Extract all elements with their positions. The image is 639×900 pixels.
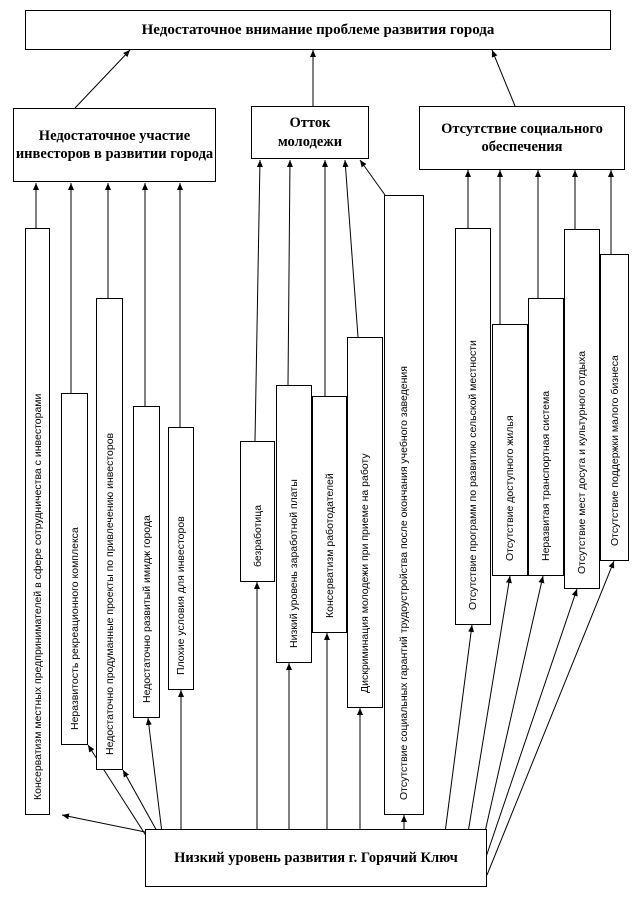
root-cause-label: Низкий уровень развития г. Горячий Ключ [174,849,458,866]
cause-label-c13: Неразвитая транспортная система [539,390,552,561]
top-problem-label: Недостаточное внимание проблеме развития города [141,21,495,38]
cause-label-c6: безработица [251,504,264,567]
cause-label-c10: Отсутствие социальных гарантий трудоустройства после окончания учебного заведения [397,365,410,800]
cause-box-c8 [312,396,347,633]
cause-box-c12 [492,324,528,576]
root-cause-box [145,829,487,887]
arrow-c10-up [360,160,385,195]
cause-label-c2: Неразвитость рекреационного комплекса [68,526,81,730]
category-investors-box [13,108,216,182]
cause-label-c1: Консерватизм местных предпринимателей в сфере сотрудничества с инвесторами [31,393,44,800]
arrow-bottom-to-c4 [148,718,162,833]
cause-box-c2 [61,393,88,745]
top-problem-box [25,10,611,50]
cause-label-c8: Консерватизм работодателей [323,472,336,618]
cause-label-c11: Отсутствие программ по развитию сельской местности [466,339,479,610]
arrow-investors-to-top [75,50,130,108]
cause-box-c10 [384,195,424,815]
cause-box-c14 [564,229,600,589]
cause-box-c5 [168,427,194,690]
cause-label-c9: Дискриминация молодежи при приеме на работу [358,452,371,693]
category-social-box [419,106,625,170]
arrow-social-to-top [492,50,515,106]
cause-label-c7: Низкий уровень заработной платы [287,478,300,648]
cause-box-c15 [600,254,629,561]
cause-label-c4: Недостаточно развитый имидж города [140,514,153,703]
cause-label-c5: Плохие условия для инвесторов [174,515,187,675]
cause-box-c4 [133,406,160,718]
cause-box-c13 [528,298,564,576]
cause-label-c15: Отсутствие поддержки малого бизнеса [608,354,621,546]
cause-box-c6 [240,441,275,582]
cause-box-c1 [25,228,50,815]
arrow-bottom-to-c15 [487,561,614,875]
cause-label-c12: Отсутствие доступного жилья [503,414,516,561]
category-social-label: Отсутствие социального обеспечения [441,120,603,155]
arrow-bottom-to-c11 [445,625,472,833]
cause-label-c3: Недостаточно продуманные проекты по привлечению инвесторов [103,432,116,755]
arrow-c9-up [345,160,358,337]
cause-box-c7 [276,385,312,663]
arrow-c7-up [288,160,290,385]
category-investors-label: Недостаточное участие инвесторов в развитии города [15,127,214,162]
category-youth-label: Отток молодежи [277,115,343,150]
cause-box-c11 [455,228,491,625]
cause-label-c14: Отсутствие мест досуга и культурного отдыха [575,350,588,574]
arrow-bottom-to-c1 [62,815,150,833]
arrow-bottom-to-c3 [123,770,158,833]
cause-box-c9 [347,337,383,708]
arrow-bottom-to-c13 [482,576,543,845]
cause-box-c3 [96,298,123,770]
arrow-c6-up [255,160,260,441]
category-youth-box [251,106,369,159]
